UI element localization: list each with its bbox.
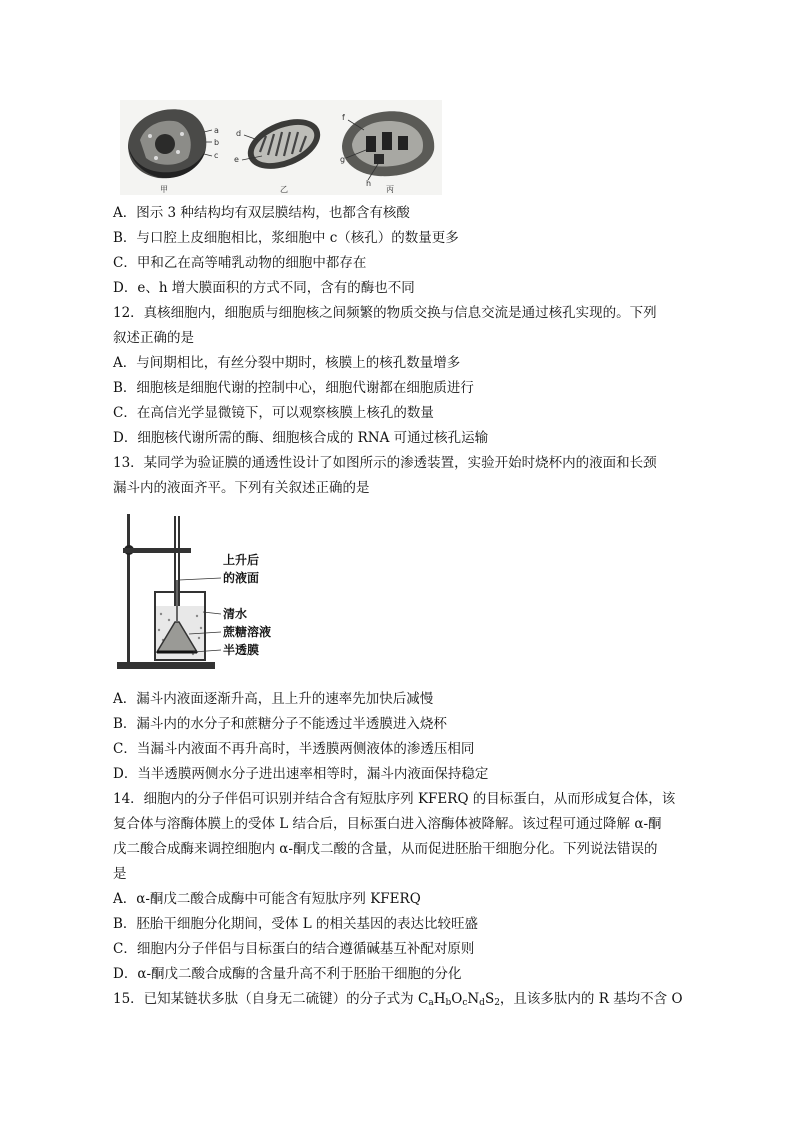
q11-option-b: B．与口腔上皮细胞相比，浆细胞中 c（核孔）的数量更多 (113, 230, 459, 246)
formula-s: S (484, 991, 495, 1007)
q12-option-b: B．细胞核是细胞代谢的控制中心，细胞代谢都在细胞质进行 (113, 380, 474, 396)
q15-stem-prefix: 15．已知某链状多肽（自身无二硫键）的分子式为 C (113, 991, 429, 1007)
q14-stem-line-3: 戊二酸合成酶来调控细胞内 α-酮戊二酸的含量，从而促进胚胎干细胞分化。下列说法错误的 (113, 841, 658, 857)
formula-h: H (433, 991, 446, 1007)
figure-label-f: f (342, 113, 345, 122)
formula-sub-c: c (462, 998, 468, 1008)
q12-stem-line-2: 叙述正确的是 (113, 330, 194, 346)
q13-stem-line-2: 漏斗内的液面齐平。下列有关叙述正确的是 (113, 480, 370, 496)
q14-option-a: A．α-酮戊二酸合成酶中可能含有短肽序列 KFERQ (113, 891, 421, 907)
osmosis-apparatus-figure (113, 510, 278, 685)
q15-stem-suffix: ，且该多肽内的 R 基均不含 O (499, 991, 683, 1007)
q14-stem-line-4: 是 (113, 866, 127, 882)
q14-option-d: D．α-酮戊二酸合成酶的含量升高不利于胚胎干细胞的分化 (113, 966, 462, 982)
q13-option-a: A．漏斗内液面逐渐升高，且上升的速率先加快后减慢 (113, 691, 434, 707)
label-clear-water: 清水 (223, 607, 248, 621)
q11-option-d: D．e、h 增大膜面积的方式不同，含有的酶也不同 (113, 280, 415, 296)
figure-label-d: d (236, 129, 242, 138)
formula-sub-b: b (445, 998, 452, 1008)
q14-option-b: B．胚胎干细胞分化期间，受体 L 的相关基因的表达比较旺盛 (113, 916, 478, 932)
q12-option-c: C．在高信光学显微镜下，可以观察核膜上核孔的数量 (113, 405, 434, 421)
label-sucrose-solution: 蔗糖溶液 (223, 625, 272, 639)
q14-option-c: C．细胞内分子伴侣与目标蛋白的结合遵循碱基互补配对原则 (113, 941, 475, 957)
organelle-figure (120, 100, 442, 195)
figure-label-e: e (234, 155, 239, 164)
q13-stem-line-1: 13．某同学为验证膜的通透性设计了如图所示的渗透装置，实验开始时烧杯内的液面和长颈 (113, 455, 657, 471)
q15-stem-line-1 (113, 990, 683, 1012)
q12-stem-line-1: 12．真核细胞内，细胞质与细胞核之间频繁的物质交换与信息交流是通过核孔实现的。下列 (113, 305, 657, 321)
q11-option-a: A．图示 3 种结构均有双层膜结构，也都含有核酸 (113, 205, 410, 221)
figure-caption-yi: 乙 (280, 185, 288, 194)
figure-label-b: b (214, 138, 220, 147)
figure-label-g: g (340, 155, 346, 164)
formula-o: O (451, 991, 463, 1007)
figure-label-c: c (214, 151, 219, 160)
q13-option-d: D．当半透膜两侧水分子进出速率相等时，漏斗内液面保持稳定 (113, 766, 489, 782)
figure-label-a: a (214, 126, 219, 135)
q12-option-a: A．与间期相比，有丝分裂中期时，核膜上的核孔数量增多 (113, 355, 461, 371)
formula-n: N (467, 991, 480, 1007)
figure-label-h: h (366, 179, 372, 188)
figure-caption-bing: 丙 (386, 185, 394, 194)
formula-sub-a: a (428, 998, 434, 1008)
q11-option-c: C．甲和乙在高等哺乳动物的细胞中都存在 (113, 255, 367, 271)
formula-sub-2: 2 (494, 998, 500, 1008)
q14-stem-line-2: 复合体与溶酶体膜上的受体 L 结合后，目标蛋白进入溶酶体被降解。该过程可通过降解 α-酮 (113, 816, 662, 832)
q14-stem-line-1: 14．细胞内的分子伴侣可识别并结合含有短肽序列 KFERQ 的目标蛋白，从而形成复合体，该 (113, 791, 676, 807)
q12-option-d: D．细胞核代谢所需的酶、细胞核合成的 RNA 可通过核孔运输 (113, 430, 489, 446)
q13-option-b: B．漏斗内的水分子和蔗糖分子不能透过半透膜进入烧杯 (113, 716, 447, 732)
formula-sub-d: d (479, 998, 485, 1008)
figure-caption-jia: 甲 (160, 185, 168, 194)
label-semipermeable-membrane: 半透膜 (223, 643, 260, 657)
label-rising-level-line-2: 的液面 (223, 571, 260, 585)
label-rising-level-line-1: 上升后 (223, 553, 260, 567)
q13-option-c: C．当漏斗内液面不再升高时，半透膜两侧液体的渗透压相同 (113, 741, 475, 757)
